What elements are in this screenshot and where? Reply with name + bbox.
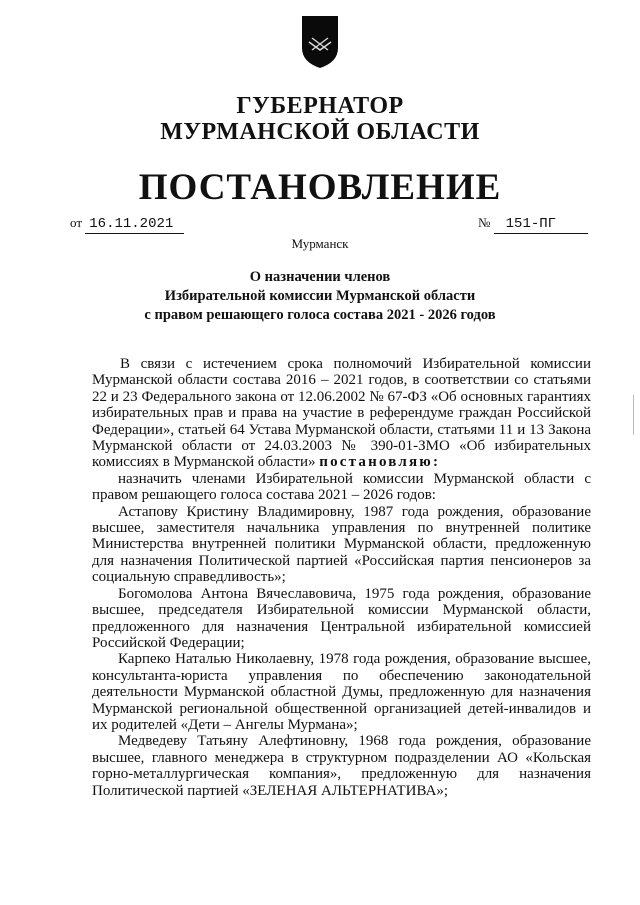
appoint-paragraph: назначить членами Избирательной комиссии Мурманской области с правом решающего голоса состава 2021 – 2026 годов: — [92, 470, 591, 504]
document-body — [92, 356, 591, 799]
subject-line-2: Избирательной комиссии Мурманской области — [164, 288, 476, 304]
date-prefix: от — [70, 215, 83, 230]
document-subject — [0, 268, 640, 325]
subject-line-3: с правом решающего голоса состава 2021 - 2026 годов — [144, 307, 496, 323]
resolve-word: постановляю: — [319, 454, 441, 471]
member-paragraph: Астапову Кристину Владимировну, 1987 года рождения, образование высшее, заместителя начальника управления по внутренней политике Министерства внутренней политики Мурманской области, предложенную для назначения Политической партией «Российская партия пенсионеров за социальную справедливость»; — [92, 503, 591, 586]
scan-margin-mark — [633, 395, 634, 435]
preamble-text: В связи с истечением срока полномочий Избирательной комиссии Мурманской области состава 2016 – 2021 годов, в соответствии со статьями 22 и 23 Федерального закона от 12.06.2002 № 67-ФЗ «Об основных гарантиях избирательных прав и права на участие в референдуме граждан Российской Федерации», статьей 64 Устава Мурманской области, статьями 11 и 13 Закона Мурманской области от 24.03.2003 № 390-01-ЗМО «Об избирательных комиссиях в Мурманской области» — [92, 356, 591, 471]
preamble-paragraph — [92, 356, 591, 471]
member-paragraph: Медведеву Татьяну Алефтиновну, 1968 года рождения, образование высшее, главного менеджера в структурном подразделении АО «Кольская горно-металлургическая компания», предложенную для назначения Политической партией «ЗЕЛЕНАЯ АЛЬТЕРНАТИВА»; — [92, 733, 591, 799]
number-value: 151-ПГ — [494, 215, 588, 234]
city-label: Мурманск — [291, 236, 349, 251]
coat-of-arms-emblem — [300, 14, 340, 70]
region-title: МУРМАНСКОЙ ОБЛАСТИ — [160, 119, 480, 145]
document-type-heading: ПОСТАНОВЛЕНИЕ — [138, 167, 502, 208]
date-value: 16.11.2021 — [85, 215, 184, 234]
member-paragraph: Богомолова Антона Вячеславовича, 1975 года рождения, образование высшее, председателя Избирательной комиссии Мурманской области, предложенного для назначения Центральной избирательной комиссией Российской Федерации; — [92, 585, 591, 651]
number-prefix: № — [478, 215, 491, 230]
subject-line-1: О назначении членов — [249, 269, 391, 285]
date-field — [70, 214, 184, 234]
member-paragraph: Карпеко Наталью Николаевну, 1978 года рождения, образование высшее, консультанта-юриста управления по обеспечению законодательной деятельности Мурманской областной Думы, предложенную для назначения Мурманской региональной общественной организацией детей-инвалидов и их родителей «Дети – Ангелы Мурмана»; — [92, 651, 591, 733]
number-field — [478, 214, 588, 234]
governor-title: ГУБЕРНАТОР — [236, 93, 404, 119]
